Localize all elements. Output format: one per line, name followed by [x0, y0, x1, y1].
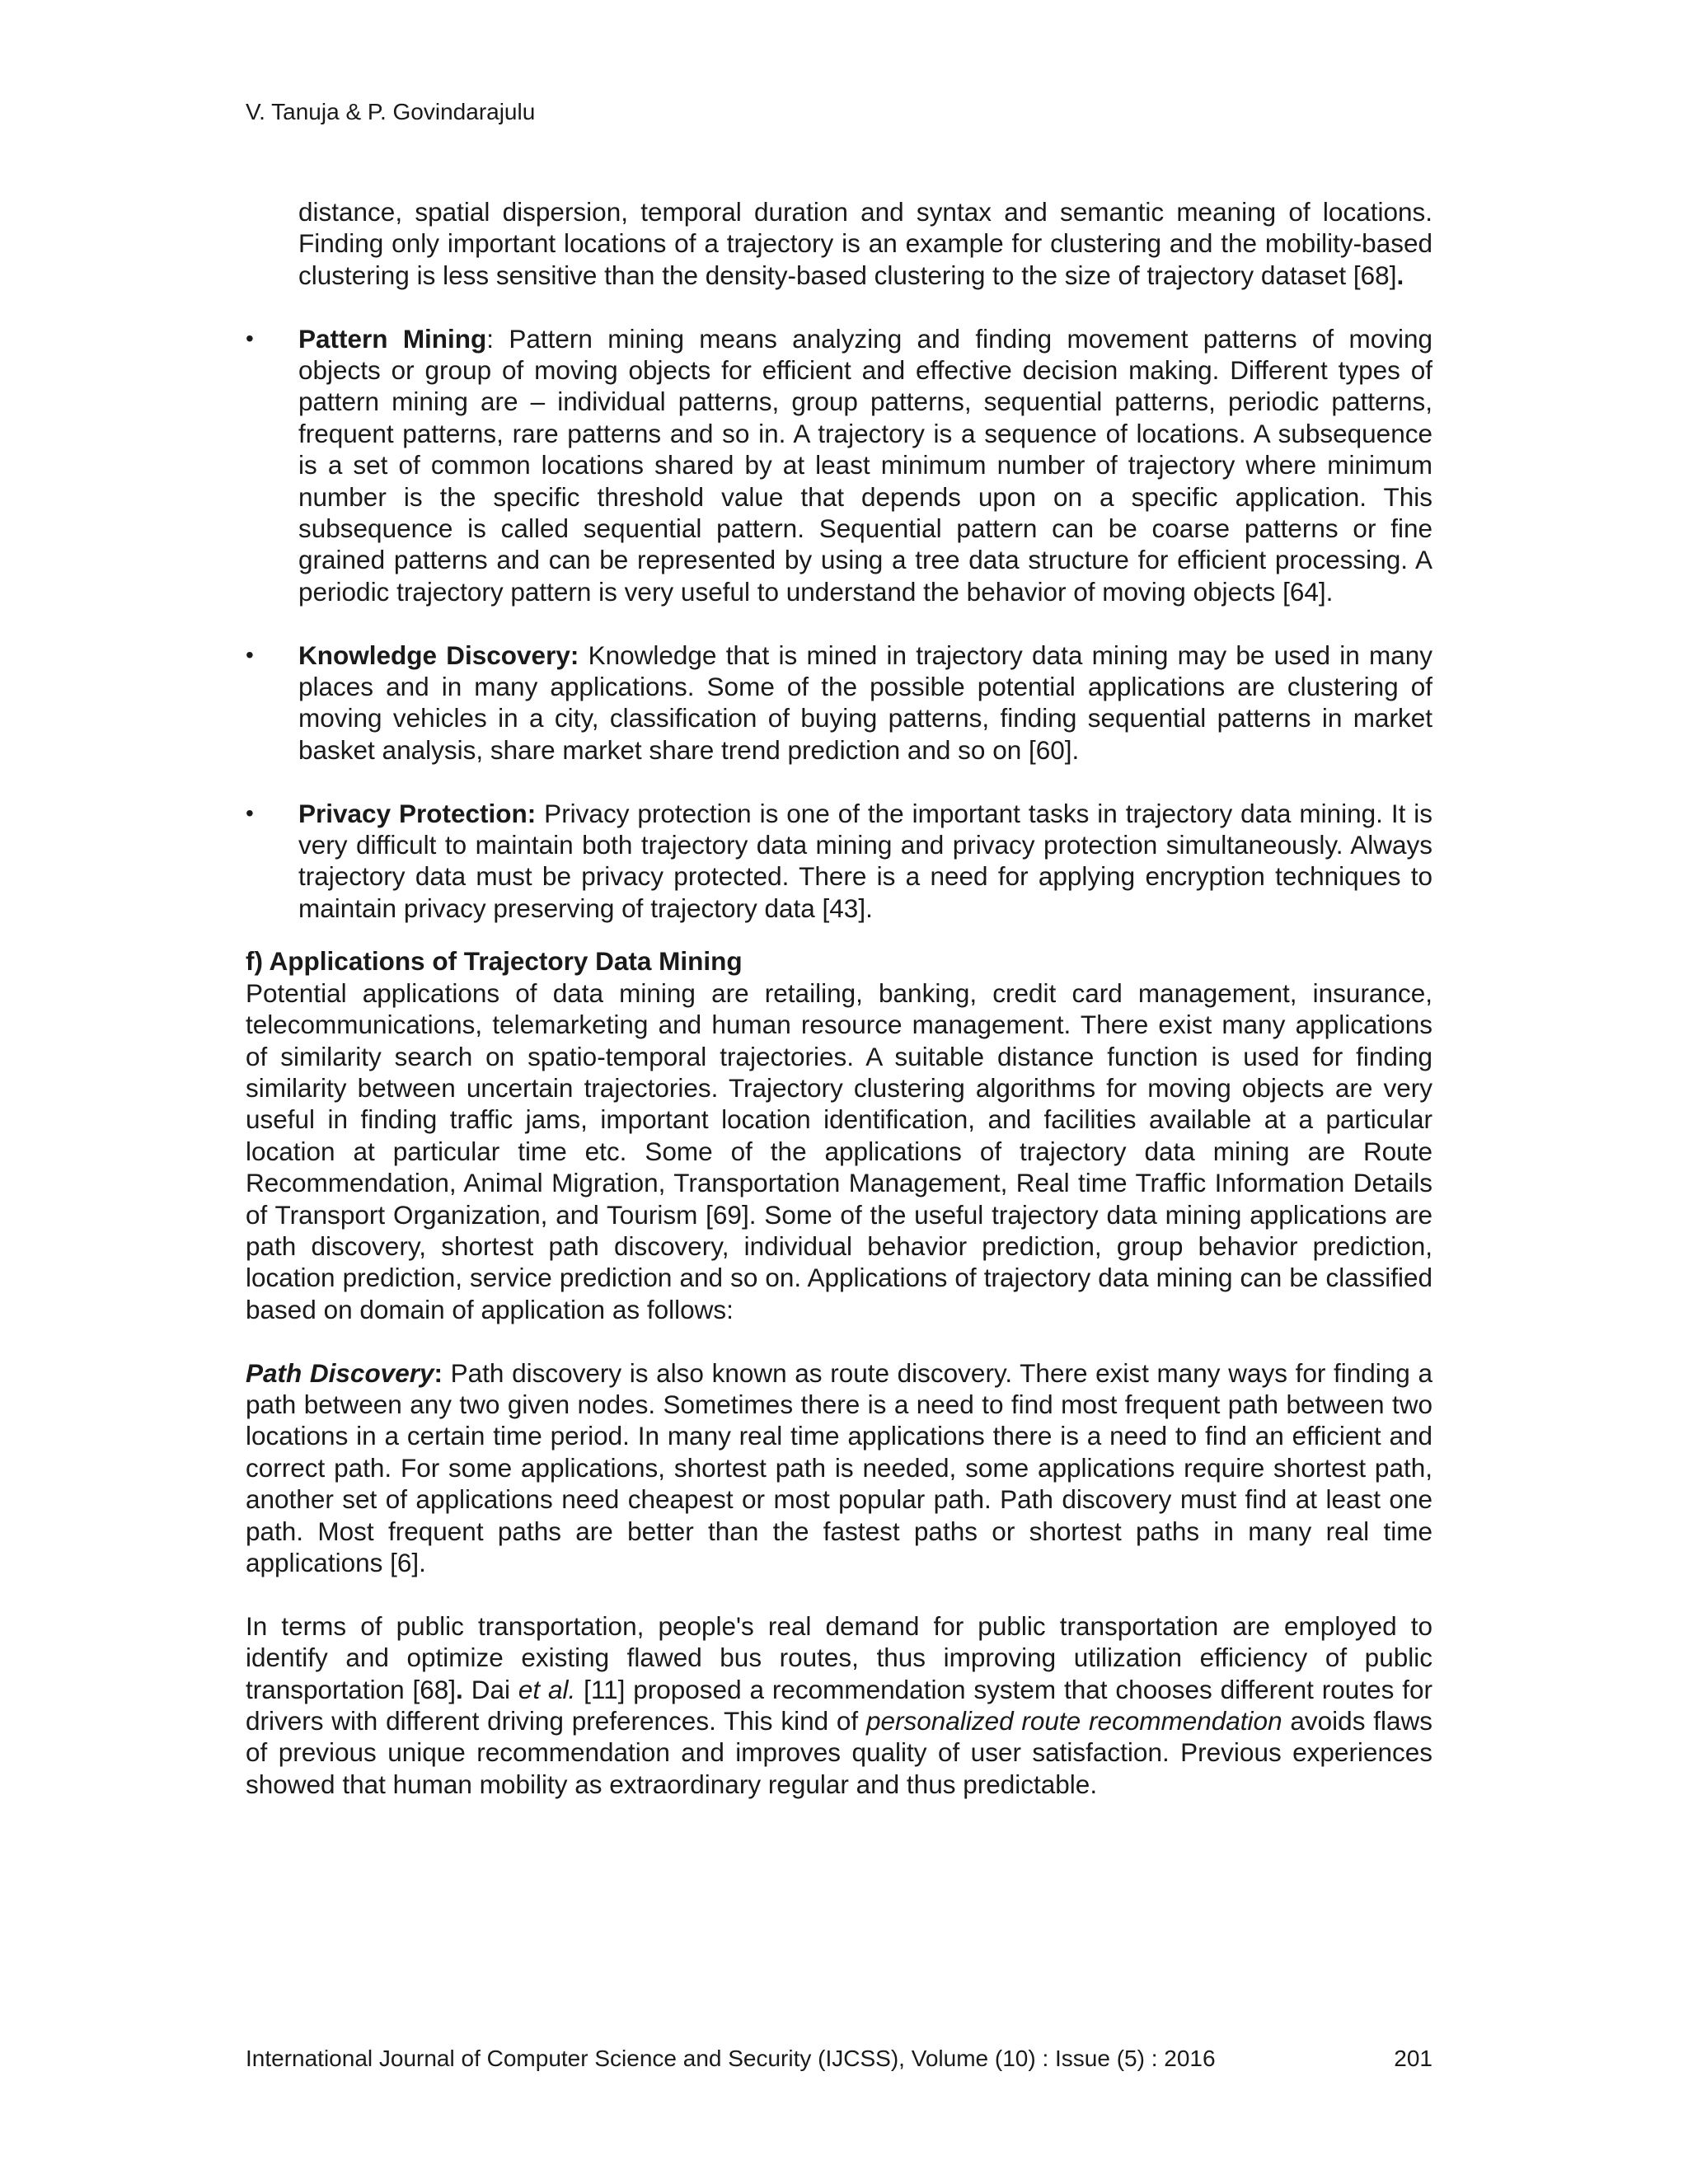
- path-discovery-paragraph: [246, 1357, 1432, 1579]
- bullet-dot-icon: •: [246, 641, 254, 668]
- footer-page-number: 201: [1394, 2046, 1432, 2071]
- bullet-dot-icon: •: [246, 325, 254, 351]
- continuation-paragraph: [246, 196, 1432, 291]
- public-transport-text-4: avoids flaws of previous unique recommendation and improves quality of user satisfaction. Previous experiences showed that human mobility as extraordinary regular and thus predictable.: [246, 1706, 1433, 1799]
- section-heading: f) Applications of Trajectory Data Mining: [246, 946, 743, 977]
- bullet-term-sep: :: [486, 323, 495, 354]
- running-header-authors: V. Tanuja & P. Govindarajulu: [246, 99, 536, 124]
- bullet-knowledge-discovery: [246, 640, 1432, 766]
- bullet-text: Knowledge that is mined in trajectory data mining may be used in many places and in many applications. Some of the possible potential applications are clustering of moving vehicles in a city, classification of buying patterns, finding sequential patterns in market basket analysis, share market share trend prediction and so on [60].: [298, 640, 1433, 765]
- public-transport-italic-term: personalized route recommendation: [865, 1706, 1282, 1736]
- public-transport-text-1: In terms of public transportation, people's real demand for public transportation are employed to identify and optimize existing flawed bus routes, thus improving utilization efficiency of public transportation [68]: [246, 1610, 1432, 1704]
- bullet-dot-icon: •: [246, 799, 254, 826]
- continuation-end-mark: .: [1396, 260, 1404, 290]
- section-intro-paragraph: Potential applications of data mining are retailing, banking, credit card management, insurance, telecommunications, telemarketing and human resource management. There exist many applications of similarity search on spatio-temporal trajectories. A suitable distance function is used for finding similarity between uncertain trajectories. Trajectory clustering algorithms for moving objects are very useful in finding traffic jams, important location identification, and facilities available at a particular location at particular time etc. Some of the applications of trajectory data mining are Route Recommendation, Animal Migration, Transportation Management, Real time Traffic Information Details of Transport Organization, and Tourism [69]. Some of the useful trajectory data mining applications are path discovery, shortest path discovery, individual behavior prediction, group behavior prediction, location prediction, service prediction and so on. Applications of trajectory data mining can be classified based on domain of application as follows:: [246, 977, 1432, 1324]
- footer-journal-citation: International Journal of Computer Science and Security (IJCSS), Volume (10) : Issue (5) : 2016: [246, 2046, 1216, 2071]
- path-discovery-term: Path Discovery: [246, 1357, 434, 1388]
- public-transport-bold-dot: .: [456, 1674, 463, 1704]
- bullet-term: Privacy Protection:: [298, 798, 537, 828]
- path-discovery-sep: :: [434, 1357, 443, 1388]
- bullet-pattern-mining: [246, 323, 1432, 608]
- body-text: [246, 196, 1432, 1800]
- continuation-text: distance, spatial dispersion, temporal duration and syntax and semantic meaning of locations. Finding only important locations of a trajectory is an example for clustering and the mobility-based clustering is less sensitive than the density-based clustering to the size of trajectory dataset [68]: [298, 197, 1432, 290]
- bullet-privacy-protection: [246, 798, 1432, 925]
- public-transport-etal: et al.: [518, 1674, 576, 1704]
- path-discovery-text: Path discovery is also known as route discovery. There exist many ways for finding a path between any two given nodes. Sometimes there is a need to find most frequent path between two locations in a certain time period. In many real time applications there is a need to find an efficient and correct path. For some applications, shortest path is needed, some applications require shortest path, another set of applications need cheapest or most popular path. Path discovery must find at least one path. Most frequent paths are better than the fastest paths or shortest paths in many real time applications [6].: [246, 1357, 1432, 1577]
- bullet-term: Knowledge Discovery:: [298, 640, 579, 670]
- bullet-term: Pattern Mining: [298, 323, 487, 354]
- public-transport-paragraph: [246, 1610, 1432, 1800]
- bullet-text: Pattern mining means analyzing and finding movement patterns of moving objects or group of moving objects for efficient and effective decision making. Different types of pattern mining are – individual patterns, group patterns, sequential patterns, periodic patterns, frequent patterns, rare patterns and so in. A trajectory is a sequence of locations. A subsequence is a set of common locations shared by at least minimum number of trajectory where minimum number is the specific threshold value that depends upon on a specific application. This subsequence is called sequential pattern. Sequential pattern can be coarse patterns or fine grained patterns and can be represented by using a tree data structure for efficient processing. A periodic trajectory pattern is very useful to understand the behavior of moving objects [64].: [298, 323, 1433, 607]
- public-transport-text-2: Dai: [462, 1674, 518, 1704]
- public-transport-text-3: [11] proposed a recommendation system that chooses different routes for drivers with different driving preferences. This kind of: [246, 1674, 1432, 1736]
- bullet-text: Privacy protection is one of the important tasks in trajectory data mining. It is very difficult to maintain both trajectory data mining and privacy protection simultaneously. Always trajectory data must be privacy protected. There is a need for applying encryption techniques to maintain privacy preserving of trajectory data [43].: [298, 798, 1432, 923]
